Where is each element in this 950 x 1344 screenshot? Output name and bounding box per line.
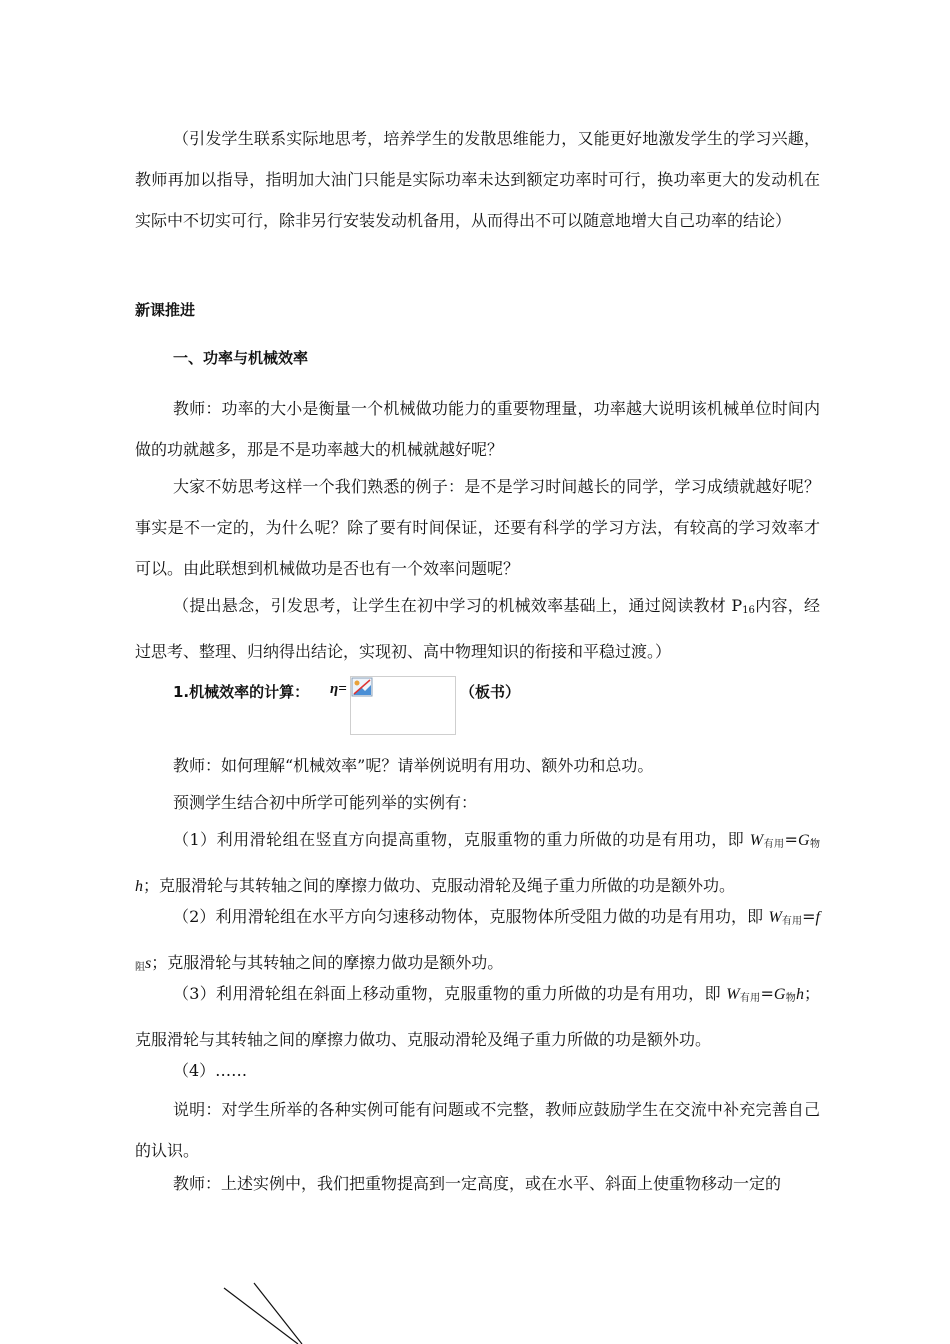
paragraph-teacher-summary: 教师：上述实例中，我们把重物提高到一定高度，或在水平、斜面上使重物移动一定的 <box>173 1174 782 1193</box>
example-1: （1）利用滑轮组在竖直方向提高重物，克服重物的重力所做的功是有用功，即 $W_{有用}=G_物h$；克服滑轮与其转轴之间的摩擦力做功、克服动滑轮及绳子重力所做的功是额外功。 <box>135 830 821 895</box>
paragraph-study-example: 大家不妨思考这样一个我们熟悉的例子：是不是学习时间越长的同学，学习成绩就越好呢？事实是不一定的，为什么呢？除了要有时间保证，还要有科学的学习方法，有较高的学习效率才可以。由此联想到机械做功是否也有一个效率问题呢？ <box>135 477 820 578</box>
paragraph-teacher-question: 教师：如何理解“机械效率”呢？请举例说明有用功、额外功和总功。 <box>173 756 654 775</box>
formula-note-board: （板书） <box>460 683 521 701</box>
example-2: （2）利用滑轮组在水平方向匀速移动物体，克服物体所受阻力做的功是有用功，即 $W_{有用}=f_阻s$；克服滑轮与其转轴之间的摩擦力做功是额外功。 <box>135 907 820 973</box>
paragraph-teacher-power: 教师：功率的大小是衡量一个机械做功能力的重要物理量，功率越大说明该机械单位时间内做的功就越多，那是不是功率越大的机械就越好呢？ <box>135 399 820 459</box>
formula-eta: η= <box>330 681 347 697</box>
paragraph-explanation: 说明：对学生所举的各种实例可能有问题或不完整，教师应鼓励学生在交流中补充完善自己的认识。 <box>135 1100 820 1160</box>
example-3: （3）利用滑轮组在斜面上移动重物，克服重物的重力所做的功是有用功，即 $W_{有用}=G_物h$；克服滑轮与其转轴之间的摩擦力做功、克服动滑轮及绳子重力所做的功是额外功。 <box>135 984 820 1049</box>
heading-new-lesson: 新课推进 <box>135 301 196 319</box>
example-4: （4）…… <box>173 1061 248 1080</box>
diagram-line-left <box>224 1288 298 1344</box>
formula-label: 1.机械效率的计算： <box>173 683 310 701</box>
paragraph-prediction: 预测学生结合初中所学可能列举的实例有： <box>173 793 478 812</box>
paragraph-suspense-note: （提出悬念，引发思考，让学生在初中学习的机械效率基础上，通过阅读教材 $P_{16}$内容，经过思考、整理、归纳得出结论，实现初、高中物理知识的衔接和平稳过渡。） <box>135 596 820 661</box>
paragraph-intro-note: （引发学生联系实际地思考，培养学生的发散思维能力，又能更好地激发学生的学习兴趣，教师再加以指导，指明加大油门只能是实际功率未达到额定功率时可行，换功率更大的发动机在实际中不切实可行，除非另行安装发动机备用，从而得出不可以随意地增大自己功率的结论） <box>135 129 820 230</box>
diagram-line-right <box>254 1283 302 1344</box>
heading-section-1: 一、功率与机械效率 <box>173 349 309 367</box>
